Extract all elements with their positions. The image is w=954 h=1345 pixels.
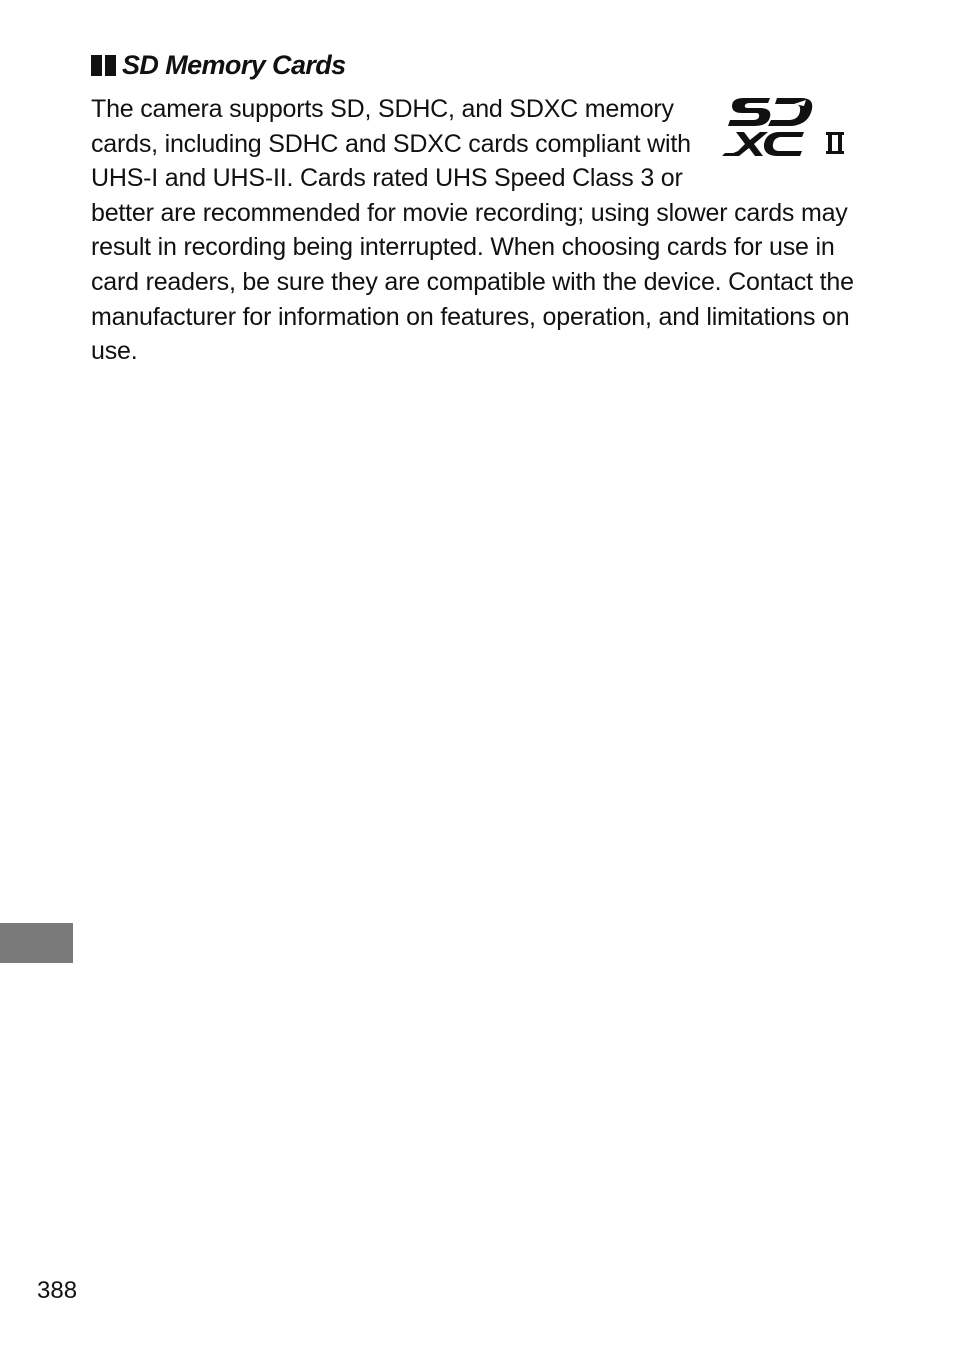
sd-memory-cards-section <box>91 48 856 369</box>
section-heading <box>91 48 856 82</box>
page-number: 388 <box>37 1277 78 1304</box>
heading-marker-icon <box>91 55 116 76</box>
heading-text: SD Memory Cards <box>122 49 346 80</box>
section-paragraph: The camera supports SD, SDHC, and SDXC memory cards, including SDHC and SDXC cards compliant with UHS-I and UHS-II. Cards rated UHS Speed Class 3 or better are recommended for movie recording; using slower cards may result in recording being interrupted. When choosing cards for use in card readers, be sure they are compatible with the device. Contact the manufacturer for information on features, operation, and limitations on use. <box>91 95 854 366</box>
chapter-tab <box>0 923 73 963</box>
sdxc-uhs-ii-logo-icon <box>722 96 856 172</box>
